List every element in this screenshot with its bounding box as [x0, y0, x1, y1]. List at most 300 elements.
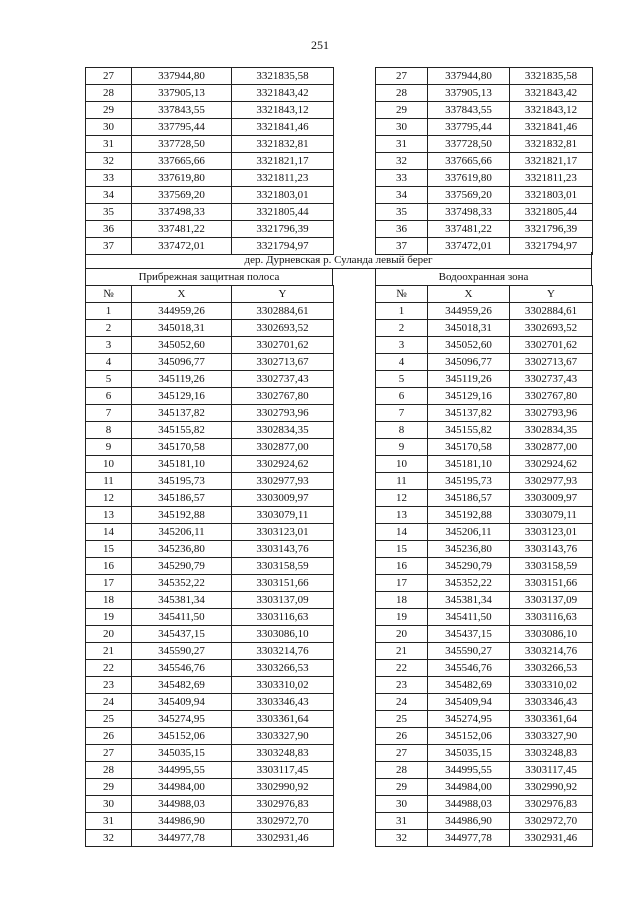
header-x: X [428, 286, 510, 303]
point-number-cell: 8 [376, 422, 428, 439]
point-number-cell: 1 [86, 303, 132, 320]
point-number-cell: 1 [376, 303, 428, 320]
table-row [376, 136, 593, 153]
x-coordinate-cell: 345186,57 [132, 490, 232, 507]
y-coordinate-cell: 3302990,92 [232, 779, 334, 796]
table-row [86, 102, 334, 119]
table-row [376, 694, 593, 711]
point-number-cell: 37 [86, 238, 132, 255]
y-coordinate-cell: 3303266,53 [232, 660, 334, 677]
x-coordinate-cell: 344959,26 [428, 303, 510, 320]
x-coordinate-cell: 345155,82 [428, 422, 510, 439]
y-coordinate-cell: 3321843,12 [232, 102, 334, 119]
y-coordinate-cell: 3302976,83 [510, 796, 593, 813]
point-number-cell: 36 [86, 221, 132, 238]
y-coordinate-cell: 3302767,80 [510, 388, 593, 405]
x-coordinate-cell: 345035,15 [132, 745, 232, 762]
coastal-protection-strip-title: Прибрежная защитная полоса [85, 269, 333, 285]
table-row [376, 575, 593, 592]
point-number-cell: 28 [376, 762, 428, 779]
y-coordinate-cell: 3303123,01 [232, 524, 334, 541]
y-coordinate-cell: 3302924,62 [510, 456, 593, 473]
y-coordinate-cell: 3321843,42 [510, 85, 593, 102]
point-number-cell: 16 [86, 558, 132, 575]
point-number-cell: 26 [86, 728, 132, 745]
y-coordinate-cell: 3302834,35 [232, 422, 334, 439]
table-header-row [86, 286, 334, 303]
point-number-cell: 4 [376, 354, 428, 371]
x-coordinate-cell: 345411,50 [428, 609, 510, 626]
point-number-cell: 3 [86, 337, 132, 354]
x-coordinate-cell: 345192,88 [132, 507, 232, 524]
table-row [376, 524, 593, 541]
y-coordinate-cell: 3303346,43 [510, 694, 593, 711]
y-coordinate-cell: 3321796,39 [510, 221, 593, 238]
table-row [376, 762, 593, 779]
table-header-row [376, 286, 593, 303]
x-coordinate-cell: 344995,55 [428, 762, 510, 779]
table-row [376, 456, 593, 473]
table-row [86, 456, 334, 473]
y-coordinate-cell: 3303086,10 [232, 626, 334, 643]
y-coordinate-cell: 3321841,46 [232, 119, 334, 136]
point-number-cell: 15 [376, 541, 428, 558]
table-row [86, 136, 334, 153]
point-number-cell: 31 [86, 813, 132, 830]
y-coordinate-cell: 3302972,70 [510, 813, 593, 830]
y-coordinate-cell: 3303327,90 [510, 728, 593, 745]
y-coordinate-cell: 3303248,83 [510, 745, 593, 762]
y-coordinate-cell: 3302737,43 [510, 371, 593, 388]
point-number-cell: 22 [86, 660, 132, 677]
x-coordinate-cell: 345035,15 [428, 745, 510, 762]
x-coordinate-cell: 337481,22 [428, 221, 510, 238]
y-coordinate-cell: 3302931,46 [510, 830, 593, 847]
y-coordinate-cell: 3303117,45 [232, 762, 334, 779]
y-coordinate-cell: 3321803,01 [510, 187, 593, 204]
table-row [376, 779, 593, 796]
x-coordinate-cell: 337905,13 [428, 85, 510, 102]
point-number-cell: 32 [86, 830, 132, 847]
x-coordinate-cell: 345181,10 [428, 456, 510, 473]
point-number-cell: 28 [86, 762, 132, 779]
table-row [86, 660, 334, 677]
x-coordinate-cell: 337481,22 [132, 221, 232, 238]
x-coordinate-cell: 344986,90 [428, 813, 510, 830]
y-coordinate-cell: 3302793,96 [232, 405, 334, 422]
y-coordinate-cell: 3303079,11 [510, 507, 593, 524]
table-row [86, 85, 334, 102]
y-coordinate-cell: 3303327,90 [232, 728, 334, 745]
x-coordinate-cell: 345152,06 [132, 728, 232, 745]
y-coordinate-cell: 3303151,66 [510, 575, 593, 592]
point-number-cell: 5 [376, 371, 428, 388]
x-coordinate-cell: 345381,34 [428, 592, 510, 609]
y-coordinate-cell: 3303214,76 [232, 643, 334, 660]
point-number-cell: 2 [376, 320, 428, 337]
table-row [86, 796, 334, 813]
table-row [86, 541, 334, 558]
point-number-cell: 27 [86, 745, 132, 762]
table-row [376, 153, 593, 170]
x-coordinate-cell: 344986,90 [132, 813, 232, 830]
x-coordinate-cell: 337472,01 [132, 238, 232, 255]
point-number-cell: 31 [376, 136, 428, 153]
table-row [376, 796, 593, 813]
point-number-cell: 16 [376, 558, 428, 575]
table-row [86, 830, 334, 847]
x-coordinate-cell: 345137,82 [132, 405, 232, 422]
x-coordinate-cell: 345195,73 [428, 473, 510, 490]
point-number-cell: 23 [86, 677, 132, 694]
point-number-cell: 18 [376, 592, 428, 609]
point-number-cell: 8 [86, 422, 132, 439]
x-coordinate-cell: 337795,44 [428, 119, 510, 136]
table-row [86, 558, 334, 575]
point-number-cell: 29 [376, 102, 428, 119]
point-number-cell: 17 [376, 575, 428, 592]
point-number-cell: 37 [376, 238, 428, 255]
point-number-cell: 30 [376, 119, 428, 136]
x-coordinate-cell: 345119,26 [132, 371, 232, 388]
table-row [376, 85, 593, 102]
table-row [86, 728, 334, 745]
x-coordinate-cell: 337472,01 [428, 238, 510, 255]
point-number-cell: 32 [376, 153, 428, 170]
y-coordinate-cell: 3302877,00 [232, 439, 334, 456]
point-number-cell: 30 [86, 796, 132, 813]
point-number-cell: 30 [86, 119, 132, 136]
point-number-cell: 24 [376, 694, 428, 711]
x-coordinate-cell: 345236,80 [428, 541, 510, 558]
y-coordinate-cell: 3302693,52 [510, 320, 593, 337]
x-coordinate-cell: 345195,73 [132, 473, 232, 490]
x-coordinate-cell: 345170,58 [428, 439, 510, 456]
point-number-cell: 34 [86, 187, 132, 204]
table-row [376, 439, 593, 456]
y-coordinate-cell: 3321832,81 [232, 136, 334, 153]
x-coordinate-cell: 344988,03 [428, 796, 510, 813]
x-coordinate-cell: 337569,20 [428, 187, 510, 204]
table-row [376, 507, 593, 524]
point-number-cell: 25 [86, 711, 132, 728]
table-row [86, 119, 334, 136]
x-coordinate-cell: 345206,11 [428, 524, 510, 541]
x-coordinate-cell: 345437,15 [428, 626, 510, 643]
x-coordinate-cell: 345096,77 [428, 354, 510, 371]
x-coordinate-cell: 345052,60 [428, 337, 510, 354]
x-coordinate-cell: 345590,27 [132, 643, 232, 660]
point-number-cell: 6 [376, 388, 428, 405]
x-coordinate-cell: 345290,79 [132, 558, 232, 575]
y-coordinate-cell: 3302976,83 [232, 796, 334, 813]
table-row [86, 694, 334, 711]
y-coordinate-cell: 3303158,59 [510, 558, 593, 575]
point-number-cell: 4 [86, 354, 132, 371]
table-row [86, 371, 334, 388]
table-row [86, 204, 334, 221]
point-number-cell: 29 [86, 102, 132, 119]
y-coordinate-cell: 3302737,43 [232, 371, 334, 388]
point-number-cell: 28 [376, 85, 428, 102]
table-row [376, 170, 593, 187]
point-number-cell: 31 [376, 813, 428, 830]
x-coordinate-cell: 345206,11 [132, 524, 232, 541]
x-coordinate-cell: 345096,77 [132, 354, 232, 371]
point-number-cell: 22 [376, 660, 428, 677]
x-coordinate-cell: 345119,26 [428, 371, 510, 388]
y-coordinate-cell: 3321843,12 [510, 102, 593, 119]
y-coordinate-cell: 3303137,09 [510, 592, 593, 609]
table-row [86, 762, 334, 779]
point-number-cell: 10 [86, 456, 132, 473]
y-coordinate-cell: 3303079,11 [232, 507, 334, 524]
table-row [86, 813, 334, 830]
x-coordinate-cell: 345137,82 [428, 405, 510, 422]
y-coordinate-cell: 3321805,44 [510, 204, 593, 221]
y-coordinate-cell: 3302713,67 [232, 354, 334, 371]
x-coordinate-cell: 345352,22 [132, 575, 232, 592]
point-number-cell: 29 [86, 779, 132, 796]
table-row [376, 388, 593, 405]
table-row [86, 354, 334, 371]
table-row [376, 592, 593, 609]
y-coordinate-cell: 3321821,17 [232, 153, 334, 170]
y-coordinate-cell: 3302931,46 [232, 830, 334, 847]
point-number-cell: 33 [376, 170, 428, 187]
table-row [86, 524, 334, 541]
table-row [86, 153, 334, 170]
table-row [376, 119, 593, 136]
table-row [376, 187, 593, 204]
point-number-cell: 31 [86, 136, 132, 153]
coordinates-table-top-right [375, 67, 593, 255]
table-row [376, 303, 593, 320]
y-coordinate-cell: 3303009,97 [510, 490, 593, 507]
table-row [376, 626, 593, 643]
y-coordinate-cell: 3302884,61 [510, 303, 593, 320]
point-number-cell: 32 [86, 153, 132, 170]
point-number-cell: 27 [376, 745, 428, 762]
point-number-cell: 28 [86, 85, 132, 102]
y-coordinate-cell: 3321794,97 [510, 238, 593, 255]
y-coordinate-cell: 3321821,17 [510, 153, 593, 170]
x-coordinate-cell: 344988,03 [132, 796, 232, 813]
point-number-cell: 26 [376, 728, 428, 745]
table-row [376, 711, 593, 728]
point-number-cell: 35 [376, 204, 428, 221]
point-number-cell: 15 [86, 541, 132, 558]
point-number-cell: 9 [86, 439, 132, 456]
x-coordinate-cell: 337619,80 [428, 170, 510, 187]
y-coordinate-cell: 3303158,59 [232, 558, 334, 575]
y-coordinate-cell: 3321803,01 [232, 187, 334, 204]
table-row [86, 221, 334, 238]
table-row [86, 677, 334, 694]
x-coordinate-cell: 345274,95 [132, 711, 232, 728]
x-coordinate-cell: 344984,00 [428, 779, 510, 796]
table-row [86, 303, 334, 320]
y-coordinate-cell: 3303086,10 [510, 626, 593, 643]
y-coordinate-cell: 3303116,63 [510, 609, 593, 626]
y-coordinate-cell: 3303310,02 [510, 677, 593, 694]
header-y: Y [232, 286, 334, 303]
point-number-cell: 24 [86, 694, 132, 711]
table-row [376, 643, 593, 660]
x-coordinate-cell: 344984,00 [132, 779, 232, 796]
page-number: 251 [311, 38, 329, 52]
table-row [86, 170, 334, 187]
point-number-cell: 13 [376, 507, 428, 524]
point-number-cell: 32 [376, 830, 428, 847]
water-protection-zone-table [375, 285, 593, 847]
x-coordinate-cell: 345181,10 [132, 456, 232, 473]
x-coordinate-cell: 345409,94 [132, 694, 232, 711]
point-number-cell: 12 [86, 490, 132, 507]
point-number-cell: 7 [376, 405, 428, 422]
x-coordinate-cell: 345052,60 [132, 337, 232, 354]
y-coordinate-cell: 3303123,01 [510, 524, 593, 541]
table-row [376, 337, 593, 354]
x-coordinate-cell: 345590,27 [428, 643, 510, 660]
x-coordinate-cell: 345411,50 [132, 609, 232, 626]
point-number-cell: 20 [86, 626, 132, 643]
y-coordinate-cell: 3321832,81 [510, 136, 593, 153]
y-coordinate-cell: 3321835,58 [510, 68, 593, 85]
point-number-cell: 12 [376, 490, 428, 507]
y-coordinate-cell: 3303116,63 [232, 609, 334, 626]
table-row [376, 473, 593, 490]
y-coordinate-cell: 3321835,58 [232, 68, 334, 85]
table-row [86, 187, 334, 204]
point-number-cell: 23 [376, 677, 428, 694]
water-protection-zone-title: Водоохранная зона [375, 269, 592, 285]
table-row [376, 320, 593, 337]
y-coordinate-cell: 3302924,62 [232, 456, 334, 473]
point-number-cell: 19 [86, 609, 132, 626]
table-row [86, 626, 334, 643]
x-coordinate-cell: 345352,22 [428, 575, 510, 592]
x-coordinate-cell: 337728,50 [428, 136, 510, 153]
header-number: № [86, 286, 132, 303]
x-coordinate-cell: 337619,80 [132, 170, 232, 187]
point-number-cell: 30 [376, 796, 428, 813]
table-row [86, 609, 334, 626]
x-coordinate-cell: 345129,16 [428, 388, 510, 405]
x-coordinate-cell: 345170,58 [132, 439, 232, 456]
table-row [86, 490, 334, 507]
y-coordinate-cell: 3303310,02 [232, 677, 334, 694]
x-coordinate-cell: 345018,31 [428, 320, 510, 337]
point-number-cell: 29 [376, 779, 428, 796]
table-row [376, 660, 593, 677]
point-number-cell: 33 [86, 170, 132, 187]
coastal-protection-strip-table [85, 285, 334, 847]
x-coordinate-cell: 337665,66 [132, 153, 232, 170]
x-coordinate-cell: 345186,57 [428, 490, 510, 507]
x-coordinate-cell: 345129,16 [132, 388, 232, 405]
x-coordinate-cell: 345409,94 [428, 694, 510, 711]
table-row [376, 745, 593, 762]
x-coordinate-cell: 345381,34 [132, 592, 232, 609]
table-row [86, 337, 334, 354]
point-number-cell: 27 [86, 68, 132, 85]
y-coordinate-cell: 3303248,83 [232, 745, 334, 762]
x-coordinate-cell: 344959,26 [132, 303, 232, 320]
table-row [86, 439, 334, 456]
point-number-cell: 36 [376, 221, 428, 238]
table-row [86, 422, 334, 439]
table-row [86, 473, 334, 490]
table-row [376, 68, 593, 85]
point-number-cell: 21 [86, 643, 132, 660]
x-coordinate-cell: 345274,95 [428, 711, 510, 728]
point-number-cell: 20 [376, 626, 428, 643]
y-coordinate-cell: 3303143,76 [510, 541, 593, 558]
point-number-cell: 14 [376, 524, 428, 541]
x-coordinate-cell: 344977,78 [132, 830, 232, 847]
x-coordinate-cell: 337843,55 [428, 102, 510, 119]
point-number-cell: 11 [376, 473, 428, 490]
point-number-cell: 6 [86, 388, 132, 405]
y-coordinate-cell: 3302701,62 [232, 337, 334, 354]
header-number: № [376, 286, 428, 303]
y-coordinate-cell: 3303117,45 [510, 762, 593, 779]
y-coordinate-cell: 3303009,97 [232, 490, 334, 507]
y-coordinate-cell: 3303143,76 [232, 541, 334, 558]
coordinates-table-top-left [85, 67, 334, 255]
table-row [376, 541, 593, 558]
point-number-cell: 27 [376, 68, 428, 85]
table-row [376, 102, 593, 119]
x-coordinate-cell: 345290,79 [428, 558, 510, 575]
x-coordinate-cell: 345437,15 [132, 626, 232, 643]
table-row [376, 354, 593, 371]
table-row [86, 405, 334, 422]
x-coordinate-cell: 337843,55 [132, 102, 232, 119]
table-row [86, 68, 334, 85]
table-row [86, 779, 334, 796]
table-row [376, 728, 593, 745]
y-coordinate-cell: 3302834,35 [510, 422, 593, 439]
point-number-cell: 34 [376, 187, 428, 204]
y-coordinate-cell: 3302977,93 [510, 473, 593, 490]
y-coordinate-cell: 3321796,39 [232, 221, 334, 238]
x-coordinate-cell: 337569,20 [132, 187, 232, 204]
table-row [86, 388, 334, 405]
x-coordinate-cell: 337944,80 [132, 68, 232, 85]
y-coordinate-cell: 3302972,70 [232, 813, 334, 830]
x-coordinate-cell: 337498,33 [132, 204, 232, 221]
y-coordinate-cell: 3302701,62 [510, 337, 593, 354]
point-number-cell: 11 [86, 473, 132, 490]
table-row [376, 204, 593, 221]
y-coordinate-cell: 3321811,23 [510, 170, 593, 187]
point-number-cell: 35 [86, 204, 132, 221]
table-row [86, 575, 334, 592]
y-coordinate-cell: 3321841,46 [510, 119, 593, 136]
point-number-cell: 14 [86, 524, 132, 541]
point-number-cell: 5 [86, 371, 132, 388]
x-coordinate-cell: 345018,31 [132, 320, 232, 337]
x-coordinate-cell: 337498,33 [428, 204, 510, 221]
y-coordinate-cell: 3303137,09 [232, 592, 334, 609]
x-coordinate-cell: 344995,55 [132, 762, 232, 779]
x-coordinate-cell: 337795,44 [132, 119, 232, 136]
y-coordinate-cell: 3303346,43 [232, 694, 334, 711]
point-number-cell: 7 [86, 405, 132, 422]
point-number-cell: 21 [376, 643, 428, 660]
